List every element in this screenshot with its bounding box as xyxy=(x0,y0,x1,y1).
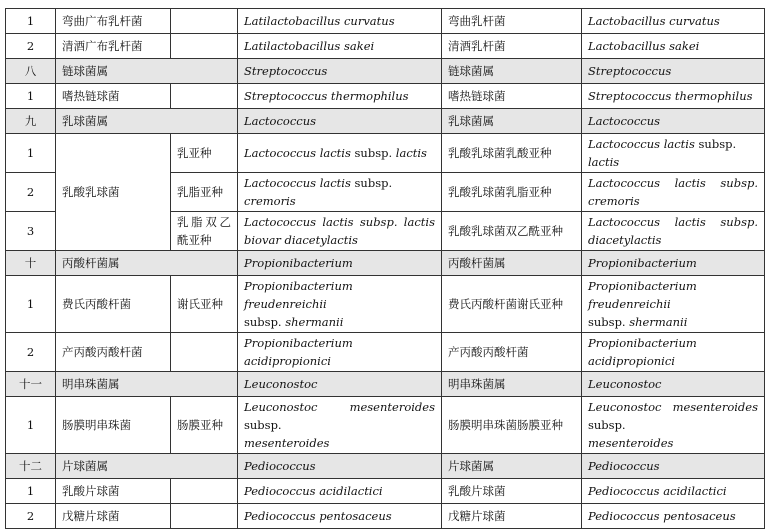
latin-line: Lactococcus lactis subsp. lactis xyxy=(244,215,435,229)
latin-name-part: cremoris xyxy=(244,194,296,208)
table-row xyxy=(6,84,765,109)
genus-row xyxy=(6,372,765,397)
former-chinese-name: 清酒乳杆菌 xyxy=(442,34,582,59)
former-latin-name: Streptococcus thermophilus xyxy=(582,84,765,109)
genus-latin-name: Lactococcus xyxy=(238,109,442,134)
latin-line: Lactococcus lactis subsp. xyxy=(588,176,758,190)
former-latin-name xyxy=(582,397,765,454)
latin-line: Propionibacterium freudenreichii xyxy=(244,279,353,311)
subspecies-name: 肠膜亚种 xyxy=(171,397,238,454)
row-number: 2 xyxy=(6,173,56,212)
former-latin-name: Lactobacillus curvatus xyxy=(582,9,765,34)
chinese-name: 费氏丙酸杆菌 xyxy=(56,276,171,333)
subspecies-name xyxy=(171,504,238,529)
row-number: 2 xyxy=(6,504,56,529)
former-latin-name: Pediococcus acidilactici xyxy=(582,479,765,504)
latin-subsp: subsp. xyxy=(244,418,282,432)
former-latin-name: Lactobacillus sakei xyxy=(582,34,765,59)
latin-name-part: shermanii xyxy=(629,315,688,329)
table-row xyxy=(6,333,765,372)
former-latin-name xyxy=(582,212,765,251)
latin-name-part: lactis xyxy=(395,146,427,160)
subspecies-name: 谢氏亚种 xyxy=(171,276,238,333)
former-genus-latin-name: Leuconostoc xyxy=(582,372,765,397)
genus-row xyxy=(6,109,765,134)
former-chinese-name: 戊糖片球菌 xyxy=(442,504,582,529)
former-latin-name: Pediococcus pentosaceus xyxy=(582,504,765,529)
row-number: 2 xyxy=(6,34,56,59)
former-genus-chinese-name: 明串珠菌属 xyxy=(442,372,582,397)
latin-subsp: subsp. xyxy=(588,315,626,329)
genus-chinese-name: 片球菌属 xyxy=(56,454,238,479)
latin-name: Streptococcus thermophilus xyxy=(238,84,442,109)
subspecies-name xyxy=(171,9,238,34)
table-row xyxy=(6,34,765,59)
row-number: 3 xyxy=(6,212,56,251)
genus-row xyxy=(6,59,765,84)
former-genus-latin-name: Lactococcus xyxy=(582,109,765,134)
chinese-name: 清酒广布乳杆菌 xyxy=(56,34,171,59)
subspecies-name xyxy=(171,34,238,59)
genus-latin-name: Pediococcus xyxy=(238,454,442,479)
latin-line: Propionibacterium xyxy=(588,336,697,350)
former-genus-latin-name: Propionibacterium xyxy=(582,251,765,276)
latin-name: Pediococcus pentosaceus xyxy=(238,504,442,529)
latin-subsp: subsp. xyxy=(354,176,393,190)
latin-subsp: subsp. xyxy=(588,418,626,432)
latin-line: biovar diacetylactis xyxy=(244,233,358,247)
genus-chinese-name: 丙酸杆菌属 xyxy=(56,251,238,276)
latin-subsp: subsp. xyxy=(698,137,737,151)
table-row xyxy=(6,479,765,504)
former-chinese-name: 产丙酸丙酸杆菌 xyxy=(442,333,582,372)
chinese-name: 弯曲广布乳杆菌 xyxy=(56,9,171,34)
table-row xyxy=(6,134,765,173)
genus-chinese-name: 乳球菌属 xyxy=(56,109,238,134)
latin-name: Propionibacterium acidipropionici xyxy=(238,333,442,372)
latin-name xyxy=(238,397,442,454)
subspecies-name: 乳脂亚种 xyxy=(171,173,238,212)
latin-name: Pediococcus acidilactici xyxy=(238,479,442,504)
genus-row xyxy=(6,454,765,479)
chinese-name: 肠膜明串珠菌 xyxy=(56,397,171,454)
former-chinese-name: 费氏丙酸杆菌谢氏亚种 xyxy=(442,276,582,333)
latin-line: Lactococcus lactis subsp. xyxy=(588,215,758,229)
former-genus-chinese-name: 丙酸杆菌属 xyxy=(442,251,582,276)
latin-name xyxy=(238,134,442,173)
genus-number: 十一 xyxy=(6,372,56,397)
former-genus-chinese-name: 乳球菌属 xyxy=(442,109,582,134)
genus-latin-name: Propionibacterium xyxy=(238,251,442,276)
genus-chinese-name: 链球菌属 xyxy=(56,59,238,84)
latin-name-part: Leuconostoc mesenteroides xyxy=(244,400,435,414)
genus-number: 十 xyxy=(6,251,56,276)
latin-subsp: subsp. xyxy=(244,315,282,329)
subspecies-name: 乳脂双乙酰亚种 xyxy=(171,212,238,251)
chinese-name: 戊糖片球菌 xyxy=(56,504,171,529)
genus-number: 八 xyxy=(6,59,56,84)
table-row xyxy=(6,397,765,454)
former-chinese-name: 乳酸乳球菌乳酸亚种 xyxy=(442,134,582,173)
latin-name-part: lactis xyxy=(588,155,620,169)
latin-name xyxy=(238,173,442,212)
latin-name-part: mesenteroides xyxy=(588,436,674,450)
former-latin-name xyxy=(582,134,765,173)
latin-name-part: Lactococcus lactis xyxy=(588,137,695,151)
latin-name-part: Lactococcus lactis xyxy=(244,176,351,190)
latin-name-part: shermanii xyxy=(285,315,344,329)
latin-subsp: subsp. xyxy=(354,146,393,160)
former-genus-latin-name: Streptococcus xyxy=(582,59,765,84)
species-table xyxy=(5,8,765,529)
chinese-name: 产丙酸丙酸杆菌 xyxy=(56,333,171,372)
genus-number: 十二 xyxy=(6,454,56,479)
latin-line: diacetylactis xyxy=(588,233,662,247)
chinese-name: 嗜热链球菌 xyxy=(56,84,171,109)
former-genus-chinese-name: 链球菌属 xyxy=(442,59,582,84)
genus-row xyxy=(6,251,765,276)
former-genus-chinese-name: 片球菌属 xyxy=(442,454,582,479)
former-latin-name xyxy=(582,276,765,333)
table-row xyxy=(6,9,765,34)
latin-name: Latilactobacillus curvatus xyxy=(238,9,442,34)
latin-name xyxy=(238,212,442,251)
former-latin-name xyxy=(582,173,765,212)
latin-line: Propionibacterium freudenreichii xyxy=(588,279,697,311)
latin-line xyxy=(588,398,758,434)
former-chinese-name: 乳酸乳球菌双乙酰亚种 xyxy=(442,212,582,251)
genus-chinese-name: 明串珠菌属 xyxy=(56,372,238,397)
subspecies-name: 乳亚种 xyxy=(171,134,238,173)
former-chinese-name: 嗜热链球菌 xyxy=(442,84,582,109)
row-number: 1 xyxy=(6,84,56,109)
latin-line: cremoris xyxy=(588,194,640,208)
latin-name-part: Lactococcus lactis xyxy=(244,146,351,160)
former-latin-name xyxy=(582,333,765,372)
former-genus-latin-name: Pediococcus xyxy=(582,454,765,479)
subspecies-name xyxy=(171,479,238,504)
former-chinese-name: 乳酸片球菌 xyxy=(442,479,582,504)
row-number: 2 xyxy=(6,333,56,372)
latin-line xyxy=(244,398,435,434)
former-chinese-name: 肠膜明串珠菌肠膜亚种 xyxy=(442,397,582,454)
row-number: 1 xyxy=(6,134,56,173)
chinese-name: 乳酸乳球菌 xyxy=(56,134,171,251)
row-number: 1 xyxy=(6,479,56,504)
genus-latin-name: Streptococcus xyxy=(238,59,442,84)
latin-name: Latilactobacillus sakei xyxy=(238,34,442,59)
latin-name-part: Leuconostoc mesenteroides xyxy=(588,400,758,414)
genus-number: 九 xyxy=(6,109,56,134)
subspecies-name xyxy=(171,333,238,372)
row-number: 1 xyxy=(6,276,56,333)
latin-name xyxy=(238,276,442,333)
chinese-name: 乳酸片球菌 xyxy=(56,479,171,504)
genus-latin-name: Leuconostoc xyxy=(238,372,442,397)
row-number: 1 xyxy=(6,9,56,34)
table-row xyxy=(6,504,765,529)
latin-name-part: mesenteroides xyxy=(244,436,330,450)
subspecies-name xyxy=(171,84,238,109)
former-chinese-name: 弯曲乳杆菌 xyxy=(442,9,582,34)
latin-line: acidipropionici xyxy=(588,354,675,368)
former-chinese-name: 乳酸乳球菌乳脂亚种 xyxy=(442,173,582,212)
table-row xyxy=(6,276,765,333)
row-number: 1 xyxy=(6,397,56,454)
